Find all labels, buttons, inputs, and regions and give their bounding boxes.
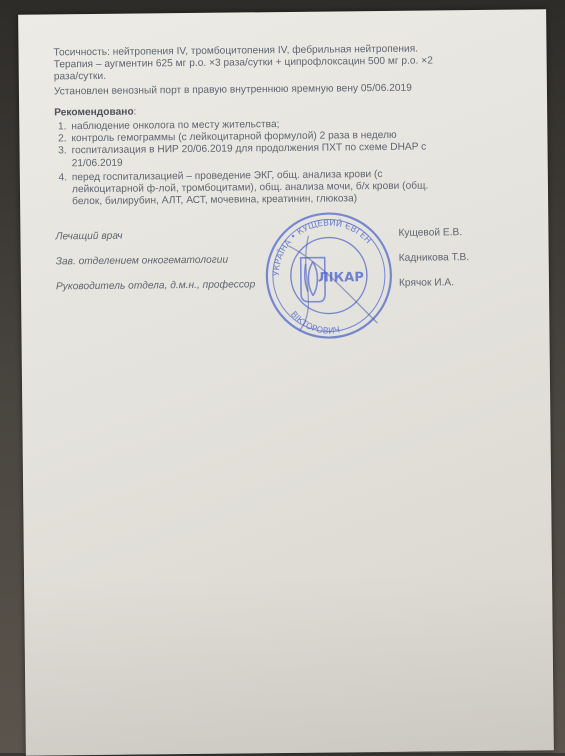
signature-name: Крячок И.А. bbox=[398, 277, 455, 289]
toxicity-line: Тосичность: нейтропения IV, тромбоцитопения IV, фебрильная нейтропения. bbox=[53, 43, 419, 59]
port-line: Установлен венозный порт в правую внутреннюю яремную вену 05/06.2019 bbox=[53, 82, 412, 98]
list-item bbox=[70, 168, 490, 209]
document-page bbox=[18, 9, 554, 755]
therapy-line: Терапия – аугментин 625 мг р.о. ×3 раза/сутки + ципрофлоксацин 500 мг р.о. ×2 bbox=[53, 55, 433, 71]
recommended-heading-text: Рекомендовано bbox=[54, 106, 134, 119]
stamp-text-top: УКРАЇНА • КУЩЕВИЙ ЄВГЕН bbox=[271, 218, 373, 277]
stamp-text-center: ЛІКАР bbox=[317, 270, 364, 286]
therapy-line-cont: раза/сутки. bbox=[53, 70, 107, 83]
list-item-text: наблюдение онколога по месту жительства; bbox=[71, 119, 280, 133]
signature-role: Зав. отделением онкогематологии bbox=[55, 254, 229, 268]
signature-role: Лечащий врач bbox=[55, 230, 123, 243]
recommendations-list bbox=[51, 117, 490, 209]
list-item-text: контроль гемограммы (с лейкоцитарной формулой) 2 раза в неделю bbox=[71, 130, 397, 145]
recommended-colon: : bbox=[133, 106, 137, 118]
list-item bbox=[70, 141, 490, 170]
doctor-stamp bbox=[258, 205, 399, 346]
list-item-text-cont: лейкоцитарной ф-лой, тромбоцитами), общ. анализа мочи, б/х крови (общ. bbox=[71, 180, 429, 196]
signature-name: Кадникова Т.В. bbox=[398, 252, 470, 264]
recommended-heading bbox=[54, 107, 136, 120]
signature-role: Руководитель отдела, д.м.н., профессор bbox=[55, 279, 256, 293]
list-item-text-cont: белок, билирубин, АЛТ, АСТ, мочевина, креатинин, глюкоза) bbox=[72, 193, 358, 208]
page-shadow bbox=[24, 570, 554, 756]
list-item-text-cont: 21/06.2019 bbox=[71, 157, 123, 169]
list-item-text: госпитализация в НИР 20/06.2019 для продолжения ПХТ по схеме DHAP с bbox=[71, 141, 427, 157]
list-item-text: перед госпитализацией – проведение ЭКГ, общ. анализа крови (с bbox=[71, 168, 383, 184]
signature-name: Кущевой Е.В. bbox=[398, 227, 463, 239]
stamp-text-bottom: ВІКТОРОВИЧ bbox=[288, 309, 341, 337]
